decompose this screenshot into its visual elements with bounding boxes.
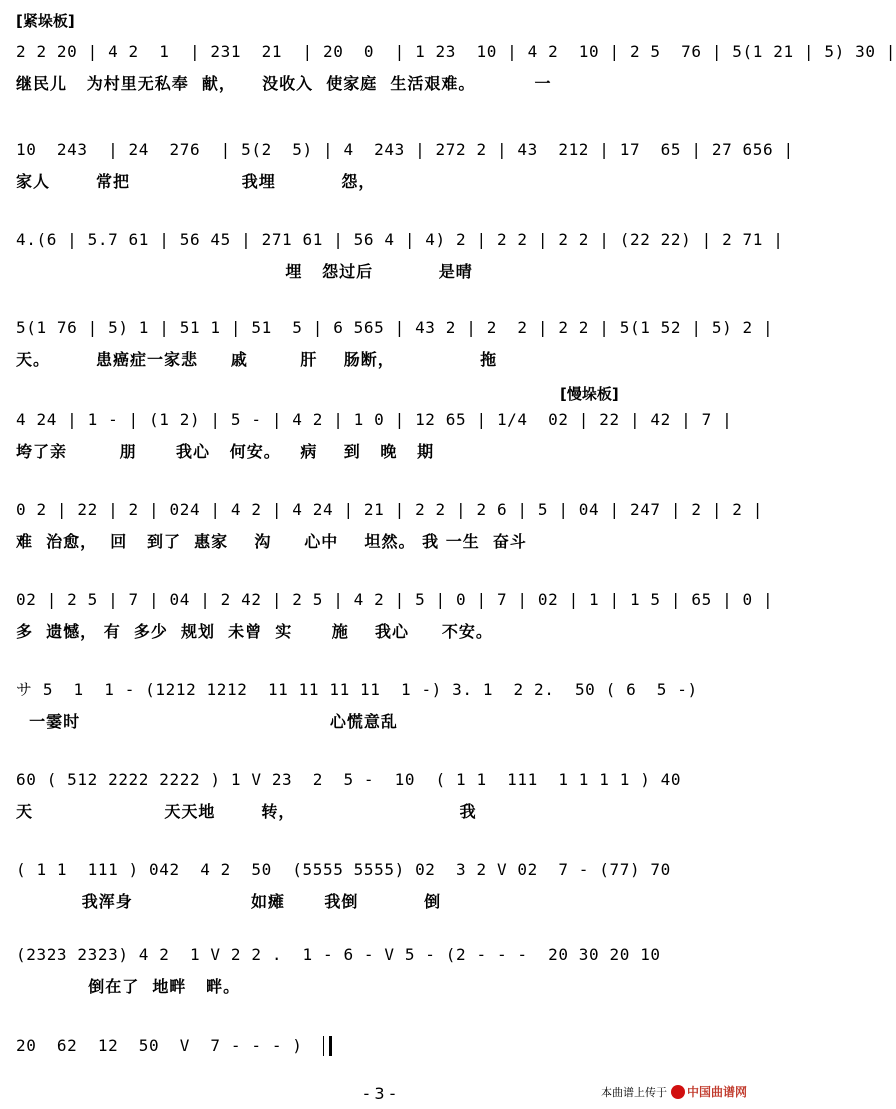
- notation-line: 02 | 2 5 | 7 | 04 | 2 42 | 2 5 | 4 2 | 5 | 0 | 7 | 02 | 1 | 1 5 | 65 | 0 |: [16, 590, 774, 609]
- notation-line: 4.(6 | 5.7 61 | 56 45 | 271 61 | 56 4 | 4) 2 | 2 2 | 2 2 | (22 22) | 2 71 |: [16, 230, 784, 249]
- lyrics-line: 一霎时 心慌意乱: [16, 712, 398, 731]
- uploader-text: 本曲谱上传于: [600, 1085, 667, 1099]
- notation-line: 0 2 | 22 | 2 | 024 | 4 2 | 4 24 | 21 | 2 2 | 2 6 | 5 | 04 | 247 | 2 | 2 |: [16, 500, 763, 519]
- tempo-mark-2: [慢垛板]: [560, 385, 619, 403]
- final-barline: [323, 1036, 332, 1056]
- notation-line: (2323 2323) 4 2 1 V 2 2 . 1 - 6 - V 5 - (2 - - - 20 30 20 10: [16, 945, 661, 964]
- lyrics-line: 继民儿 为村里无私奉 献， 没收入 使家庭 生活艰难。 一: [16, 74, 552, 93]
- lyrics-line: 我浑身 如瘫 我倒 倒: [16, 892, 442, 911]
- notation-line: 2 2 20 | 4 2 1 | 231 21 | 20 0 | 1 23 10 | 4 2 10 | 2 5 76 | 5(1 21 | 5) 30 |: [16, 42, 896, 61]
- lyrics-line: 天 天天地 转， 我: [16, 802, 477, 821]
- notation-line: 10 243 | 24 276 | 5(2 5) | 4 243 | 272 2 | 43 212 | 17 65 | 27 656 |: [16, 140, 794, 159]
- tempo-mark-1: [紧垛板]: [16, 12, 75, 30]
- site-logo: [671, 1083, 747, 1100]
- notation-line: 20 62 12 50 V 7 - - - ): [16, 1036, 303, 1055]
- lyrics-line: 多 遗憾， 有 多少 规划 未曾 实 施 我心 不安。: [16, 622, 493, 641]
- lyrics-line: 天。 患癌症一家悲 戚 肝 肠断， 拖: [16, 350, 498, 369]
- notation-line: 60 ( 512 2222 2222 ) 1 V 23 2 5 - 10 ( 1 1 111 1 1 1 1 ) 40: [16, 770, 682, 789]
- logo-icon: [671, 1085, 685, 1099]
- notation-line: 4 24 | 1 - | (1 2) | 5 - | 4 2 | 1 0 | 12 65 | 1/4 02 | 22 | 42 | 7 |: [16, 410, 733, 429]
- notation-line: サ 5 1 1 - (1212 1212 11 11 11 11 1 -) 3. 1 2 2. 50 ( 6 5 -): [16, 680, 698, 699]
- lyrics-line: 家人 常把 我埋 怨，: [16, 172, 376, 191]
- lyrics-line: 难 治愈， 回 到了 惠家 沟 心中 坦然。 我 一生 奋斗: [16, 532, 527, 551]
- site-name: 中国曲谱网: [686, 1085, 747, 1099]
- notation-line: ( 1 1 111 ) 042 4 2 50 (5555 5555) 02 3 2 V 02 7 - (77) 70: [16, 860, 671, 879]
- page-number: - 3 -: [363, 1084, 396, 1103]
- lyrics-line: 埋 怨过后 是晴: [16, 262, 473, 281]
- notation-line: 5(1 76 | 5) 1 | 51 1 | 51 5 | 6 565 | 43 2 | 2 2 | 2 2 | 5(1 52 | 5) 2 |: [16, 318, 774, 337]
- lyrics-line: 倒在了 地畔 畔。: [16, 977, 241, 996]
- lyrics-line: 垮了亲 朋 我心 何安。 病 到 晚 期: [16, 442, 435, 461]
- uploader-credit: [601, 1083, 747, 1100]
